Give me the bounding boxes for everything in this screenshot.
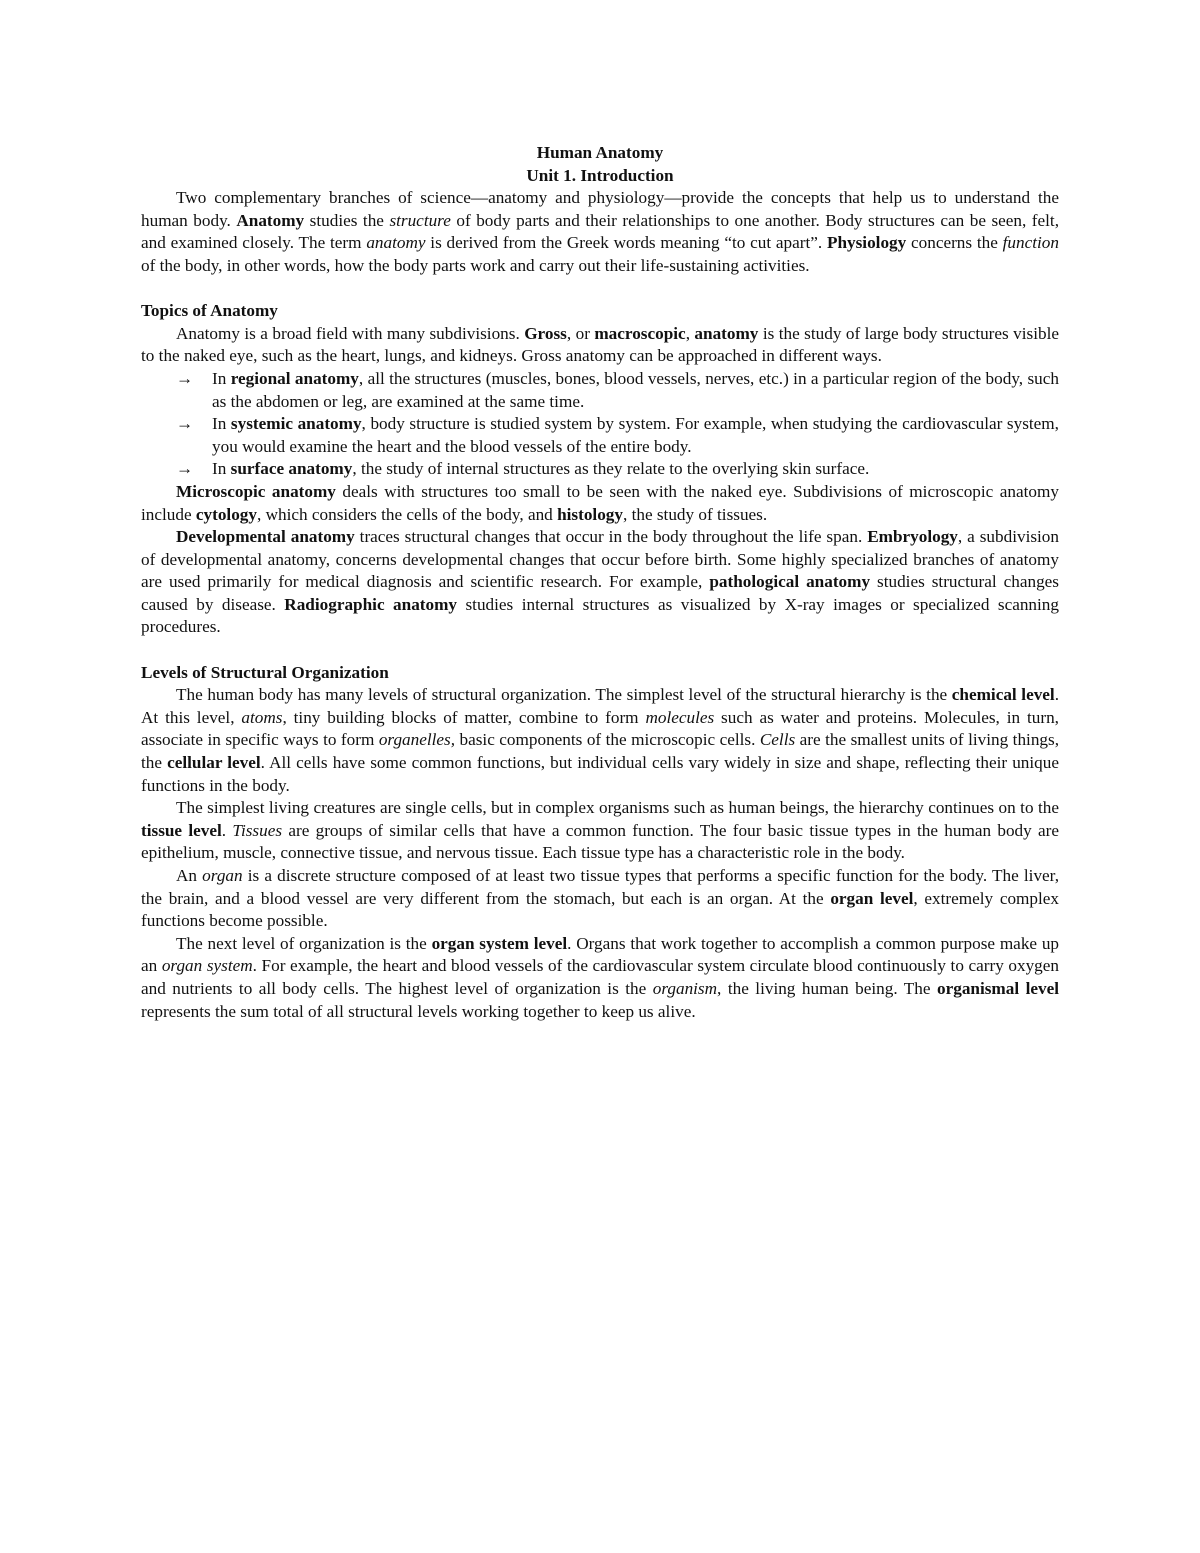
text-run: studies internal structures as visualized by X-ray images or specialized scanning procedures. xyxy=(141,594,1059,637)
text-run: , tiny building blocks of matter, combine to form xyxy=(282,707,646,727)
bold-term: Gross xyxy=(524,323,567,343)
text-run: is derived from the Greek words meaning “to cut apart”. xyxy=(425,233,827,253)
text-run: , all the structures (muscles, bones, blood vessels, nerves, etc.) in a particular region of the body, such as the abdomen or leg, are examined at the same time. xyxy=(212,368,1059,411)
bold-term: anatomy xyxy=(694,323,759,343)
text-run: of body parts and their relationships to one another. Body structures can be seen, felt, and examined closely. The term xyxy=(141,210,1059,253)
anatomy-approaches-list xyxy=(141,368,1059,481)
text-run: basic components of the microscopic cells. xyxy=(455,730,760,750)
bold-term: Anatomy xyxy=(236,210,305,230)
italic-term: organ system xyxy=(161,956,253,976)
text-run: Anatomy is a broad field with many subdivisions. xyxy=(176,323,525,343)
italic-term: organ xyxy=(202,866,243,885)
text-run: , the living human being. The xyxy=(717,978,937,998)
italic-term: molecules xyxy=(645,707,715,727)
list-item xyxy=(141,413,1059,458)
text-run: . For example, the heart and blood vessels of the cardiovascular system circulate blood continuously to carry oxygen and nutrients to all body cells. The highest level of organization is the xyxy=(141,956,1059,998)
text-run: is the study of large body structures visible to the naked eye, such as the heart, lungs, and kidneys. Gross anatomy can be approached in different ways. xyxy=(141,323,1059,366)
bold-term: Embryology xyxy=(867,527,958,547)
italic-term: organelles, xyxy=(378,730,456,750)
text-run: Two complementary branches of science—anatomy and physiology—provide the concepts that help us to understand the human body. xyxy=(141,188,1059,230)
italic-term: function xyxy=(1002,233,1059,253)
bold-term: histology xyxy=(557,504,623,524)
document-subtitle: Unit 1. Introduction xyxy=(526,165,674,185)
spacer xyxy=(141,639,1059,662)
text-run: of the body, in other words, how the body parts work and carry out their life-sustaining activities. xyxy=(141,255,810,275)
text-run: studies structural changes caused by disease. xyxy=(141,572,1059,614)
italic-term: structure xyxy=(389,210,451,230)
text-run: . Organs that work together to accomplish a common purpose make up an xyxy=(141,933,1060,976)
italic-term: atoms xyxy=(241,707,283,727)
text-run: An xyxy=(176,866,203,885)
text-run: studies the xyxy=(304,210,390,230)
text-run: , body structure is studied system by system. For example, when studying the cardiovascular system, you would examine the heart and the blood vessels of the entire body. xyxy=(212,414,1059,456)
topics-paragraph-2 xyxy=(141,481,1059,526)
list-item xyxy=(141,368,1059,413)
italic-term: anatomy xyxy=(366,233,426,253)
text-run: The simplest living creatures are single cells, but in complex organisms such as human beings, the hierarchy continues on to the xyxy=(176,798,1059,818)
bold-term: macroscopic xyxy=(594,323,686,343)
bold-term: Radiographic anatomy xyxy=(284,594,458,614)
text-run: concerns the xyxy=(906,233,1003,253)
list-item-text xyxy=(212,459,869,478)
arrow-icon: → xyxy=(176,414,194,434)
text-run: traces structural changes that occur in the body throughout the life span. xyxy=(354,527,868,547)
list-item xyxy=(141,458,1059,481)
text-run: . At this level, xyxy=(141,685,1059,727)
bold-term: systemic anatomy xyxy=(230,414,362,434)
text-run: are groups of similar cells that have a common function. The four basic tissue types in the human body are epithelium, muscle, connective tissue, and nervous tissue. Each tissue type has a characteristic role in the body. xyxy=(141,820,1060,863)
bold-term: chemical level xyxy=(951,685,1055,705)
bold-term: organismal level xyxy=(937,978,1059,998)
topics-paragraph-1 xyxy=(141,323,1059,368)
topics-heading: Topics of Anatomy xyxy=(141,301,278,321)
arrow-icon: → xyxy=(176,459,194,479)
italic-term: Tissues xyxy=(232,820,283,840)
text-run: In xyxy=(212,459,231,479)
bold-term: cellular level xyxy=(167,753,261,773)
text-run: , or xyxy=(566,323,595,343)
text-run: . xyxy=(221,820,233,840)
text-run: represents the sum total of all structural levels working together to keep us alive. xyxy=(141,1001,696,1021)
text-run: . All cells have some common functions, but individual cells vary widely in size and shape, reflecting their unique functions in the body. xyxy=(141,753,1059,795)
bold-term: Physiology xyxy=(826,233,907,253)
levels-paragraph-2 xyxy=(141,797,1059,865)
topics-paragraph-3 xyxy=(141,526,1059,639)
text-run: The next level of organization is the xyxy=(176,933,432,953)
text-run: deals with structures too small to be seen with the naked eye. Subdivisions of microscopic anatomy include xyxy=(141,481,1059,524)
text-run: The human body has many levels of structural organization. The simplest level of the structural hierarchy is the xyxy=(176,685,952,705)
text-run: , extremely complex functions become possible. xyxy=(141,888,1059,931)
document-title: Human Anatomy xyxy=(536,143,664,162)
bold-term: Developmental anatomy xyxy=(176,527,355,547)
text-run: , the study of internal structures as they relate to the overlying skin surface. xyxy=(352,459,870,479)
spacer xyxy=(141,278,1059,301)
bold-term: tissue level xyxy=(141,820,222,840)
text-run: , xyxy=(685,323,695,343)
bold-term: surface anatomy xyxy=(230,459,353,479)
levels-paragraph-4 xyxy=(141,933,1059,1023)
text-run: , a subdivision of developmental anatomy, concerns developmental changes that occur before birth. Some highly specialized branches of anatomy are used primarily for medical diagnosis and scientific research. For example, xyxy=(141,527,1059,592)
bold-term: organ system level xyxy=(431,933,568,953)
arrow-icon: → xyxy=(176,368,194,388)
levels-heading: Levels of Structural Organization xyxy=(141,662,389,682)
levels-paragraph-1 xyxy=(141,684,1059,797)
bold-term: Microscopic anatomy xyxy=(176,481,336,501)
bold-term: pathological anatomy xyxy=(709,572,871,592)
bold-term: organ level xyxy=(830,888,914,908)
italic-term: organism xyxy=(652,978,718,998)
italic-term: Cells xyxy=(759,730,796,750)
levels-paragraph-3 xyxy=(141,865,1059,933)
bold-term: cytology xyxy=(195,504,257,524)
text-run: such as water and proteins. Molecules, in turn, associate in specific ways to form xyxy=(141,707,1059,750)
text-run: In xyxy=(212,368,231,388)
intro-paragraph xyxy=(141,187,1059,277)
list-item-text xyxy=(212,369,1059,411)
text-run: is a discrete structure composed of at least two tissue types that performs a specific function for the body. The liver, the brain, and a blood vessel are very different from the stomach, but each is an organ. At the xyxy=(141,866,1059,908)
text-run: are the smallest units of living things, the xyxy=(141,730,1059,773)
text-run: , the study of tissues. xyxy=(622,504,768,524)
document-page xyxy=(141,142,1059,1023)
text-run: , which considers the cells of the body, and xyxy=(257,504,558,524)
bold-term: regional anatomy xyxy=(230,368,359,388)
list-item-text xyxy=(212,414,1059,456)
text-run: In xyxy=(212,414,231,434)
